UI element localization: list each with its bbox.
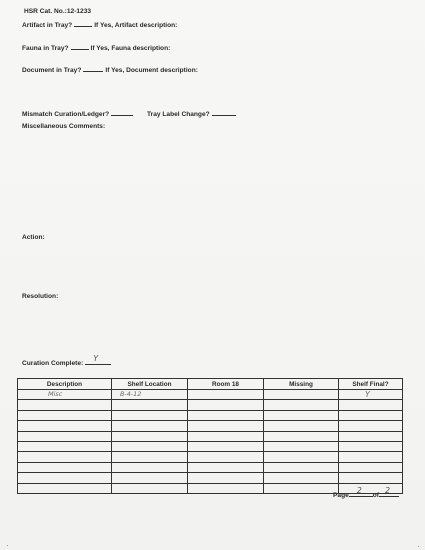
table-cell[interactable] [339,431,403,441]
curation-complete-label: Curation Complete: [22,360,84,367]
table-cell[interactable] [112,483,188,493]
table-row [18,441,403,451]
page-total: 2 [385,486,391,495]
table-cell[interactable] [339,473,403,483]
curation-complete-field [22,354,111,367]
table-cell[interactable]: B-4-12 [112,390,188,400]
column-header-shelf-final: Shelf Final? [339,379,403,390]
table-cell[interactable] [264,421,339,431]
table-row [18,390,403,400]
tray-label-change-blank[interactable] [212,109,236,116]
page-current: 2 [356,486,362,495]
table-cell[interactable] [18,431,112,441]
misc-comments-label: Miscellaneous Comments: [22,123,106,130]
table-header-row [18,379,403,390]
table-cell[interactable] [264,452,339,462]
artifact-blank[interactable] [74,20,92,27]
table-cell[interactable] [339,462,403,472]
table-cell[interactable] [188,410,264,420]
table-cell[interactable] [339,441,403,451]
inventory-table [17,378,403,494]
table-cell[interactable] [112,421,188,431]
table-cell[interactable] [188,441,264,451]
table-cell[interactable] [112,452,188,462]
table-cell[interactable] [188,431,264,441]
fauna-question: Fauna in Tray? [22,45,69,52]
curation-complete-blank[interactable] [85,354,111,365]
column-header-description: Description [18,379,112,390]
table-cell[interactable] [188,473,264,483]
table-cell[interactable] [18,483,112,493]
column-header-shelf-location: Shelf Location [112,379,188,390]
page-label: Page [333,492,349,499]
fauna-description-label: If Yes, Fauna description: [90,45,171,52]
table-cell[interactable] [112,410,188,420]
table-cell[interactable] [339,410,403,420]
resolution-label: Resolution: [22,293,59,300]
artifact-description-label: If Yes, Artifact description: [94,22,178,29]
table-cell[interactable] [18,462,112,472]
mismatch-label: Mismatch Curation/Ledger? [22,111,110,118]
table-row [18,410,403,420]
table-cell[interactable] [112,431,188,441]
catalog-value: 12-1233 [66,8,92,15]
table-cell[interactable] [264,431,339,441]
page-total-blank[interactable] [379,486,399,497]
table-cell[interactable] [18,400,112,410]
table-row [18,431,403,441]
catalog-label: HSR Cat. No.: [24,8,67,15]
document-description-label: If Yes, Document description: [105,67,198,74]
table-cell[interactable] [112,462,188,472]
table-cell[interactable] [339,400,403,410]
fauna-field [22,43,170,52]
table-cell[interactable] [264,462,339,472]
table-cell[interactable] [18,441,112,451]
document-question: Document in Tray? [22,67,82,74]
table-row [18,400,403,410]
table-row [18,462,403,472]
column-header-room: Room 18 [188,379,264,390]
document-blank[interactable] [83,65,103,72]
table-cell[interactable] [112,441,188,451]
table-cell[interactable] [264,390,339,400]
table-cell[interactable] [264,400,339,410]
table-cell[interactable] [264,410,339,420]
table-cell[interactable] [18,410,112,420]
artifact-field [22,20,177,29]
table-cell[interactable] [264,441,339,451]
table-cell[interactable] [18,452,112,462]
table-cell[interactable]: Misc [18,390,112,400]
page-counter [333,486,399,499]
page-current-blank[interactable] [349,486,373,497]
table-cell[interactable] [264,483,339,493]
table-cell[interactable] [339,421,403,431]
table-cell[interactable] [188,400,264,410]
curation-complete-value: Y [93,354,99,363]
of-label: of [372,492,379,499]
action-label: Action: [22,234,45,241]
mismatch-blank[interactable] [111,109,133,116]
column-header-missing: Missing [264,379,339,390]
mismatch-field [22,109,135,118]
table-row [18,473,403,483]
table-cell[interactable] [188,483,264,493]
tray-label-change-label: Tray Label Change? [147,111,210,118]
artifact-question: Artifact in Tray? [22,22,73,29]
table-cell[interactable] [339,452,403,462]
catalog-number [24,8,91,15]
table-cell[interactable] [112,473,188,483]
table-cell[interactable] [112,400,188,410]
table-row [18,421,403,431]
tray-label-field [147,109,238,118]
table-cell[interactable]: Y [339,390,403,400]
document-field [22,65,198,74]
fauna-blank[interactable] [71,43,89,50]
table-cell[interactable] [188,462,264,472]
table-cell[interactable] [264,473,339,483]
table-row [18,452,403,462]
scan-speck [7,545,8,546]
table-cell[interactable] [188,452,264,462]
table-cell[interactable] [18,421,112,431]
table-cell[interactable] [188,421,264,431]
table-cell[interactable] [18,473,112,483]
table-cell[interactable] [188,390,264,400]
scan-speck [418,546,419,547]
